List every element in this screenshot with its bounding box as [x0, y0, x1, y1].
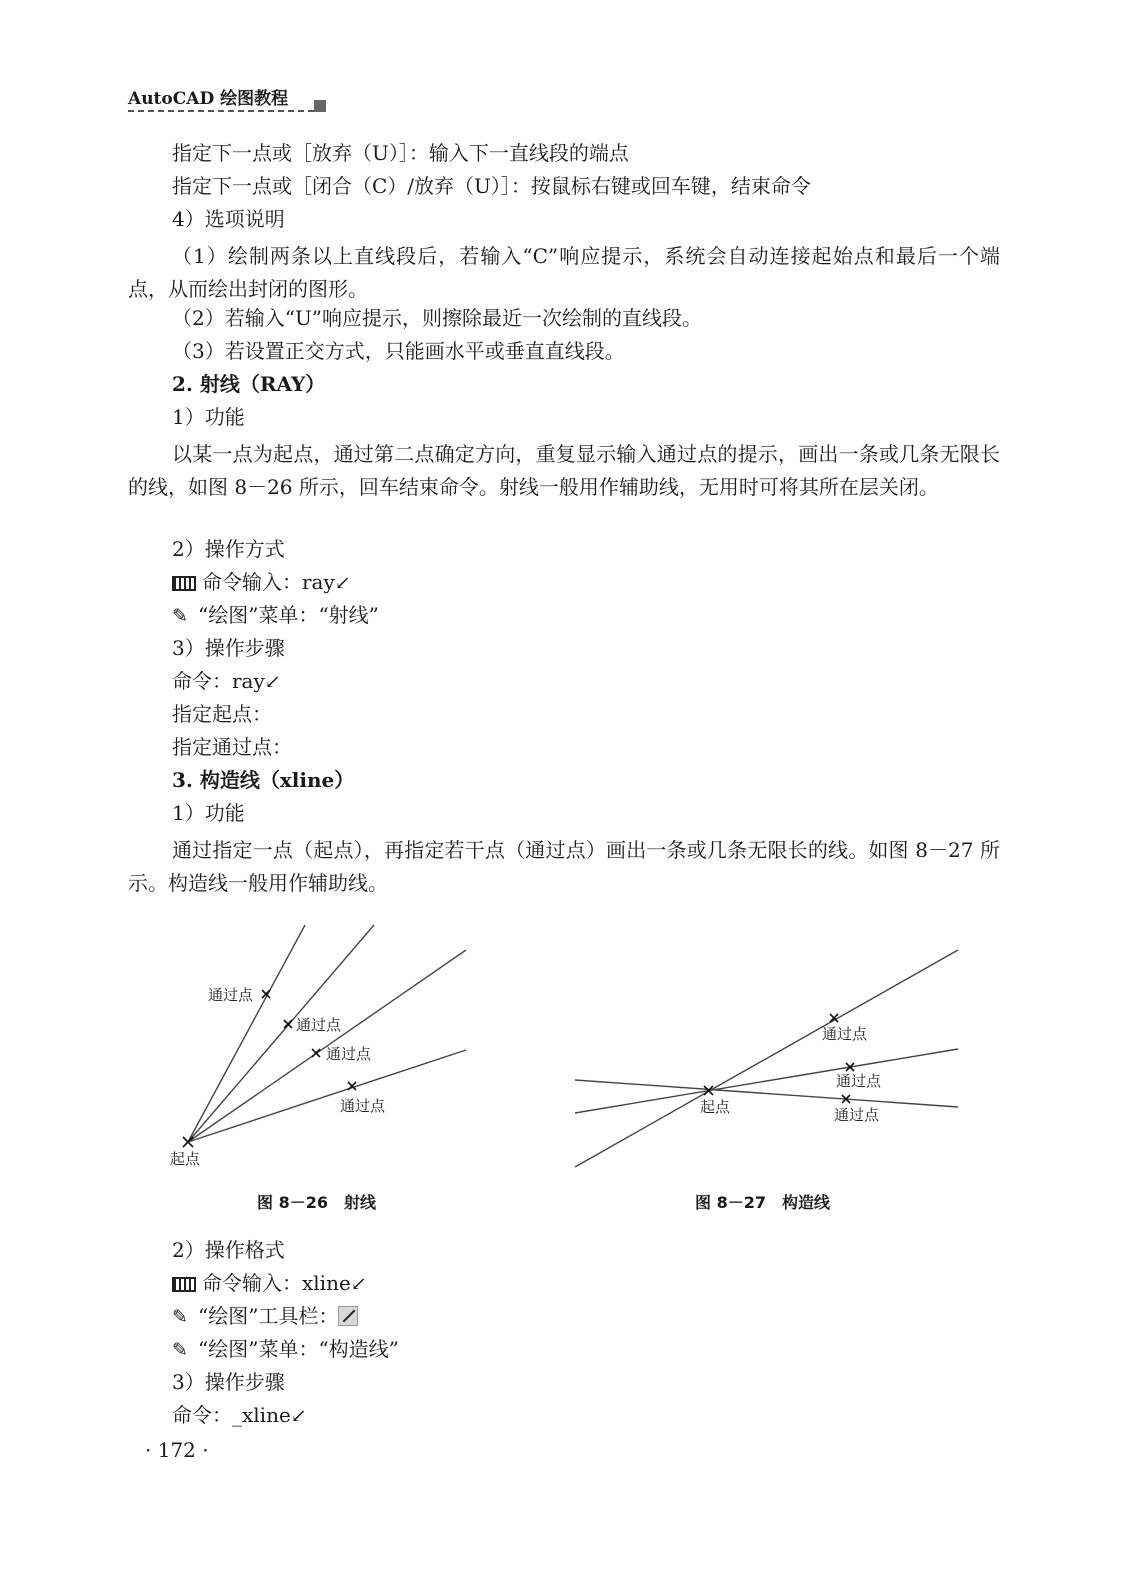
pointer-icon: ✎ [172, 1306, 188, 1328]
section-heading: 3. 构造线（xline） [172, 768, 355, 792]
pass-point-label: 通过点 [836, 1072, 882, 1090]
figure-8-26-ray [160, 920, 480, 1180]
text-line: 指定下一点或［闭合（C）/放弃（U）］：按鼠标右键或回车键，结束命令 [172, 174, 811, 198]
section-heading: 2. 射线（RAY） [172, 372, 326, 396]
figure-caption: 图 8－27 构造线 [695, 1193, 830, 1212]
text-line: 指定下一点或［放弃（U）］：输入下一直线段的端点 [172, 141, 629, 165]
running-header: AutoCAD 绘图教程 [128, 89, 289, 109]
enter-arrow-icon: ↙ [264, 671, 281, 693]
command-line: 命令：ray [172, 669, 265, 693]
enter-arrow-icon: ↙ [290, 1405, 307, 1427]
command-input: 命令输入：ray [202, 570, 335, 594]
text-line [172, 1337, 399, 1362]
text-line: 指定起点： [172, 702, 272, 726]
toolbar-path: “绘图”工具栏： [198, 1304, 339, 1328]
header-square [314, 100, 326, 112]
command-input: 命令输入：xline [202, 1271, 351, 1295]
xline-tool-icon [338, 1306, 358, 1326]
text-line: 指定通过点： [172, 735, 292, 759]
text-line: 1）功能 [172, 801, 245, 825]
text-line: （2）若输入“U”响应提示，则擦除最近一次绘制的直线段。 [172, 306, 703, 330]
text-line: 3）操作步骤 [172, 636, 285, 660]
paragraph: 通过指定一点（起点），再指定若干点（通过点）画出一条或几条无限长的线。如图 8－27 所示。构造线一般用作辅助线。 [128, 838, 1000, 895]
pass-point-label: 通过点 [822, 1025, 868, 1043]
pass-point-label: 通过点 [340, 1097, 386, 1115]
text-line [172, 669, 285, 694]
figure-8-27-xline [570, 945, 965, 1175]
enter-arrow-icon: ↙ [350, 1273, 367, 1295]
pointer-icon: ✎ [172, 605, 188, 627]
pass-point-label: 通过点 [326, 1045, 372, 1063]
paragraph: （1）绘制两条以上直线段后，若输入“C”响应提示，系统会自动连接起始点和最后一个端点，从而绘出封闭的图形。 [128, 244, 1000, 301]
keyboard-icon [172, 1277, 196, 1292]
text-line: 3）操作步骤 [172, 1370, 285, 1394]
figure-caption: 图 8－26 射线 [257, 1193, 376, 1212]
text-line [172, 570, 355, 595]
text-line [172, 1271, 371, 1296]
enter-arrow-icon: ↙ [334, 572, 351, 594]
pointer-icon: ✎ [172, 1339, 188, 1361]
text-line: 1）功能 [172, 405, 245, 429]
pass-point-label: 通过点 [208, 986, 254, 1004]
page-number: · 172 · [145, 1438, 209, 1462]
menu-path: “绘图”菜单：“射线” [198, 603, 379, 627]
text-line: 4）选项说明 [172, 207, 285, 231]
pass-point-label: 通过点 [296, 1016, 342, 1034]
text-line: （3）若设置正交方式，只能画水平或垂直直线段。 [172, 339, 625, 363]
text-line: 2）操作方式 [172, 537, 285, 561]
text-line: 2）操作格式 [172, 1238, 285, 1262]
keyboard-icon [172, 576, 196, 591]
paragraph: 以某一点为起点，通过第二点确定方向，重复显示输入通过点的提示，画出一条或几条无限长的线，如图 8－26 所示，回车结束命令。射线一般用作辅助线，无用时可将其所在层关闭。 [128, 442, 1000, 499]
menu-path: “绘图”菜单：“构造线” [198, 1337, 399, 1361]
start-point-label: 起点 [170, 1150, 201, 1168]
text-line [172, 603, 379, 628]
text-line [172, 1403, 311, 1428]
header-rule [128, 110, 314, 112]
pass-point-label: 通过点 [834, 1106, 880, 1124]
text-line [172, 1304, 358, 1329]
command-line: 命令：_xline [172, 1403, 291, 1427]
start-point-label: 起点 [700, 1098, 731, 1116]
